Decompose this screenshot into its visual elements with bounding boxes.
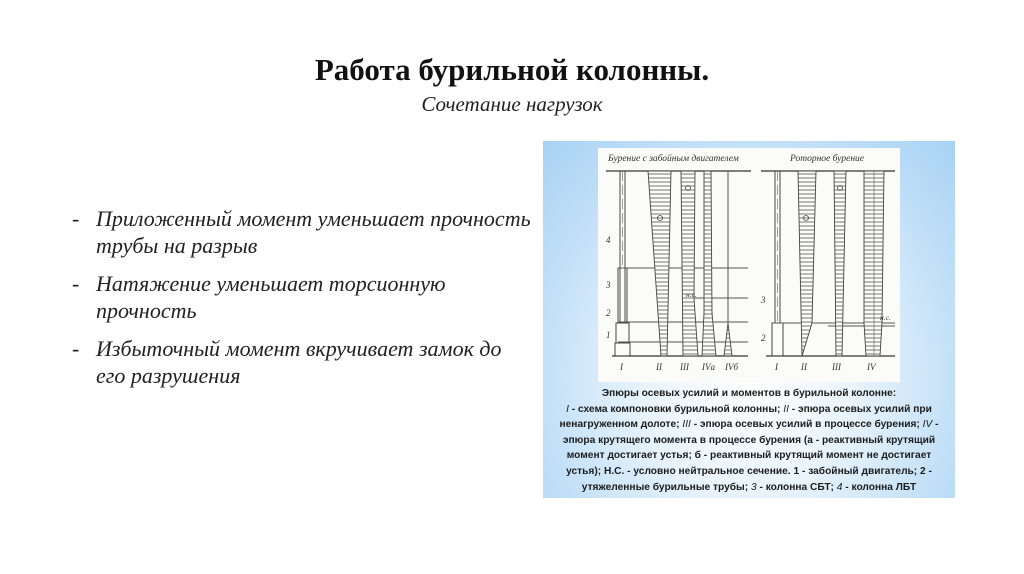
bullet-item — [72, 205, 532, 259]
load-diagram — [598, 148, 900, 382]
slide-subtitle: Сочетание нагрузок — [421, 92, 603, 116]
axis-label: I — [620, 362, 623, 372]
caption-ref: IV — [922, 419, 933, 431]
axis-label: III — [680, 362, 689, 372]
caption-ref: I — [566, 403, 569, 415]
caption-text: - схема компоновки бурильной колонны; — [568, 403, 784, 415]
axis-label: III — [832, 362, 841, 372]
bullet-item — [72, 335, 532, 389]
caption-text: - эпюра осевых усилий при ненагруженном долоте; — [559, 403, 932, 431]
bullet-list — [72, 205, 532, 400]
load-diagram-panel — [598, 148, 900, 382]
component-number: 1 — [606, 330, 611, 340]
figure-caption — [551, 386, 947, 495]
component-number: 3 — [606, 280, 611, 290]
drill-string-figure — [543, 141, 955, 498]
caption-heading: Эпюры осевых усилий и моментов в бурильной колонне: — [601, 388, 897, 399]
caption-body — [551, 402, 947, 496]
caption-text: - колонна СБТ; — [756, 481, 837, 493]
axis-label: II — [656, 362, 662, 372]
caption-text: - эпюра крутящего момента в процессе бурения (а - реактивный крутящий момент достигает устья; б - реактивный крутящий момент не достигает устья); Н.С. - условно нейтральное сечение. 1 - забойный двигатель; 2 - утяжеленные бурильные трубы; — [562, 419, 939, 493]
neutral-section-label: н.с. — [880, 313, 891, 322]
caption-text: - эпюра осевых усилий в процессе бурения; — [690, 419, 923, 431]
right-diagram-heading: Роторное бурение — [790, 154, 865, 164]
axis-label: IVа — [702, 362, 715, 372]
bullet-text: Натяжение уменьшает торсионную прочность — [96, 271, 446, 323]
caption-text: - колонна ЛБТ — [842, 481, 917, 493]
bullet-marker: - — [72, 206, 80, 231]
component-number: 2 — [761, 333, 766, 343]
axis-label: II — [801, 362, 807, 372]
caption-ref: 4 — [836, 481, 843, 493]
bullet-marker: - — [72, 336, 80, 361]
slide-title: Работа бурильной колонны. — [314, 52, 710, 87]
caption-ref: III — [682, 419, 691, 431]
bullet-marker: - — [72, 271, 80, 296]
axis-label: I — [775, 362, 778, 372]
component-number: 3 — [761, 295, 766, 305]
bullet-text: Избыточный момент вкручивает замок до его разрушения — [96, 336, 502, 388]
caption-ref: 3 — [750, 481, 757, 493]
bullet-text: Приложенный момент уменьшает прочность трубы на разрыв — [96, 206, 531, 258]
axis-label: IV — [867, 362, 876, 372]
component-number: 4 — [606, 235, 611, 245]
component-number: 2 — [606, 308, 611, 318]
left-diagram-heading: Бурение с забойным двигателем — [608, 154, 739, 164]
axis-label: IVб — [725, 362, 739, 372]
caption-ref: II — [783, 403, 789, 415]
neutral-section-label: н.с. — [686, 290, 697, 299]
bullet-item — [72, 270, 532, 324]
